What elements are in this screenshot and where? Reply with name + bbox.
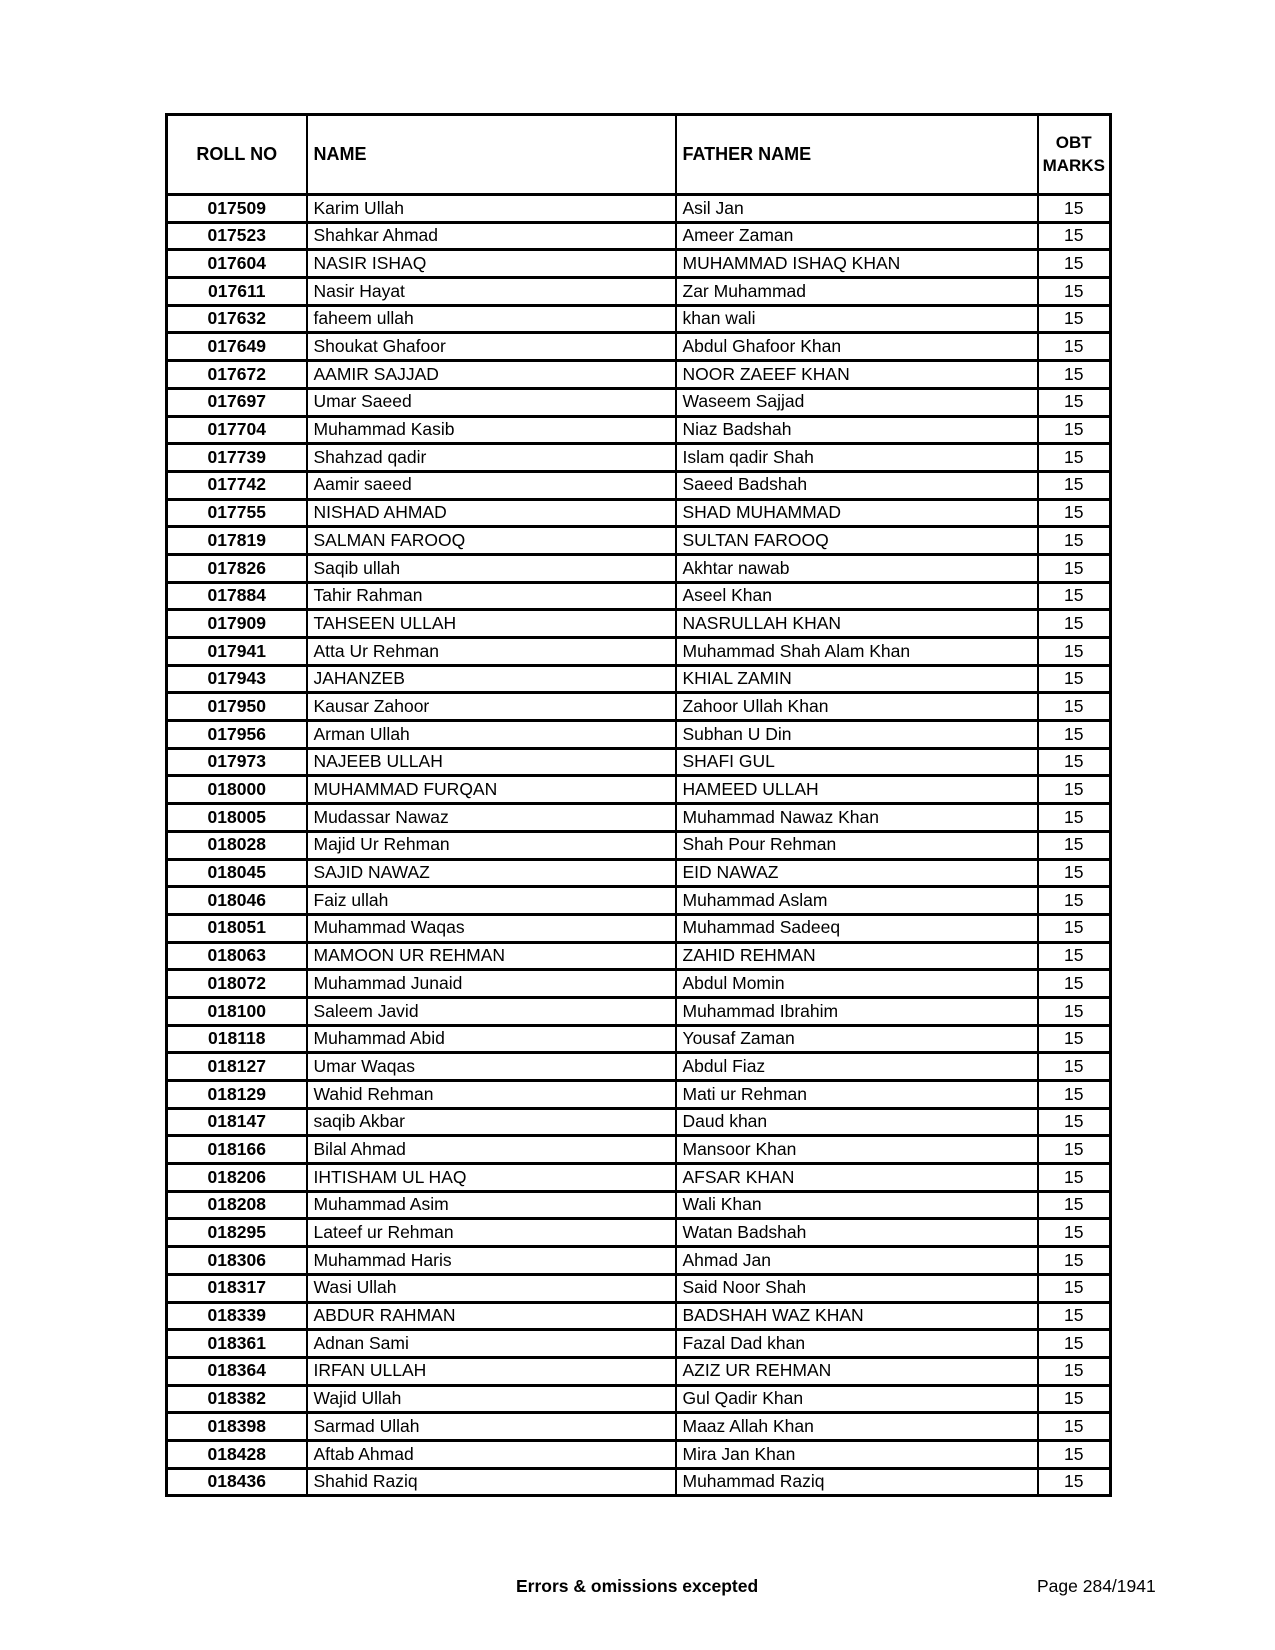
name-cell: SALMAN FAROOQ <box>307 527 676 555</box>
roll-no-cell: 017604 <box>167 250 307 278</box>
name-cell: JAHANZEB <box>307 665 676 693</box>
name-cell: Shahkar Ahmad <box>307 222 676 250</box>
column-header-name: NAME <box>307 115 676 195</box>
obt-marks-cell: 15 <box>1038 914 1111 942</box>
obt-marks-cell: 15 <box>1038 1274 1111 1302</box>
roll-no-cell: 018166 <box>167 1136 307 1164</box>
table-row <box>167 361 1111 389</box>
roll-no-cell: 018208 <box>167 1191 307 1219</box>
father-name-cell: ZAHID REHMAN <box>676 942 1038 970</box>
father-name-cell: SHAD MUHAMMAD <box>676 499 1038 527</box>
father-name-cell: Niaz Badshah <box>676 416 1038 444</box>
father-name-cell: Muhammad Ibrahim <box>676 997 1038 1025</box>
name-cell: MAMOON UR REHMAN <box>307 942 676 970</box>
father-name-cell: Asil Jan <box>676 195 1038 223</box>
obt-marks-cell: 15 <box>1038 1164 1111 1192</box>
father-name-cell: Muhammad Shah Alam Khan <box>676 638 1038 666</box>
roll-no-cell: 018147 <box>167 1108 307 1136</box>
obt-marks-cell: 15 <box>1038 305 1111 333</box>
name-cell: Atta Ur Rehman <box>307 638 676 666</box>
obt-marks-cell: 15 <box>1038 1081 1111 1109</box>
obt-marks-cell: 15 <box>1038 721 1111 749</box>
table-row <box>167 222 1111 250</box>
table-row <box>167 776 1111 804</box>
name-cell: ABDUR RAHMAN <box>307 1302 676 1330</box>
roll-no-cell: 017909 <box>167 610 307 638</box>
results-table-body <box>167 195 1111 1496</box>
table-row <box>167 1164 1111 1192</box>
name-cell: Wahid Rehman <box>307 1081 676 1109</box>
table-row <box>167 721 1111 749</box>
father-name-cell: Watan Badshah <box>676 1219 1038 1247</box>
father-name-cell: SULTAN FAROOQ <box>676 527 1038 555</box>
column-header-obt-marks: OBT MARKS <box>1038 115 1111 195</box>
name-cell: Bilal Ahmad <box>307 1136 676 1164</box>
name-cell: NASIR ISHAQ <box>307 250 676 278</box>
father-name-cell: Muhammad Sadeeq <box>676 914 1038 942</box>
obt-marks-cell: 15 <box>1038 1053 1111 1081</box>
obt-marks-cell: 15 <box>1038 1468 1111 1496</box>
table-row <box>167 305 1111 333</box>
table-row <box>167 471 1111 499</box>
father-name-cell: Fazal Dad khan <box>676 1330 1038 1358</box>
name-cell: Saqib ullah <box>307 554 676 582</box>
name-cell: faheem ullah <box>307 305 676 333</box>
father-name-cell: Wali Khan <box>676 1191 1038 1219</box>
roll-no-cell: 018364 <box>167 1357 307 1385</box>
father-name-cell: Muhammad Aslam <box>676 887 1038 915</box>
name-cell: Muhammad Kasib <box>307 416 676 444</box>
obt-marks-cell: 15 <box>1038 250 1111 278</box>
table-row <box>167 1025 1111 1053</box>
father-name-cell: Abdul Momin <box>676 970 1038 998</box>
header-row <box>167 115 1111 195</box>
table-row <box>167 1357 1111 1385</box>
name-cell: Majid Ur Rehman <box>307 831 676 859</box>
name-cell: Arman Ullah <box>307 721 676 749</box>
table-row <box>167 499 1111 527</box>
father-name-cell: Zar Muhammad <box>676 278 1038 306</box>
father-name-cell: Abdul Fiaz <box>676 1053 1038 1081</box>
father-name-cell: Daud khan <box>676 1108 1038 1136</box>
name-cell: Muhammad Waqas <box>307 914 676 942</box>
roll-no-cell: 018428 <box>167 1440 307 1468</box>
father-name-cell: Yousaf Zaman <box>676 1025 1038 1053</box>
column-header-father-name: FATHER NAME <box>676 115 1038 195</box>
name-cell: NISHAD AHMAD <box>307 499 676 527</box>
table-row <box>167 1385 1111 1413</box>
name-cell: Shoukat Ghafoor <box>307 333 676 361</box>
obt-marks-cell: 15 <box>1038 776 1111 804</box>
table-row <box>167 638 1111 666</box>
roll-no-cell: 018339 <box>167 1302 307 1330</box>
roll-no-cell: 018000 <box>167 776 307 804</box>
roll-no-cell: 018382 <box>167 1385 307 1413</box>
results-table-header <box>167 115 1111 195</box>
roll-no-cell: 018046 <box>167 887 307 915</box>
name-cell: SAJID NAWAZ <box>307 859 676 887</box>
father-name-cell: SHAFI GUL <box>676 748 1038 776</box>
father-name-cell: Muhammad Raziq <box>676 1468 1038 1496</box>
table-row <box>167 748 1111 776</box>
table-row <box>167 997 1111 1025</box>
column-header-roll-no: ROLL NO <box>167 115 307 195</box>
father-name-cell: Aseel Khan <box>676 582 1038 610</box>
obt-marks-cell: 15 <box>1038 333 1111 361</box>
table-row <box>167 1053 1111 1081</box>
name-cell: Shahzad qadir <box>307 444 676 472</box>
obt-marks-cell: 15 <box>1038 444 1111 472</box>
name-cell: Muhammad Haris <box>307 1247 676 1275</box>
obt-marks-cell: 15 <box>1038 582 1111 610</box>
roll-no-cell: 017973 <box>167 748 307 776</box>
obt-marks-cell: 15 <box>1038 416 1111 444</box>
roll-no-cell: 018317 <box>167 1274 307 1302</box>
table-row <box>167 582 1111 610</box>
name-cell: Umar Saeed <box>307 388 676 416</box>
father-name-cell: Maaz Allah Khan <box>676 1413 1038 1441</box>
obt-marks-cell: 15 <box>1038 388 1111 416</box>
name-cell: Karim Ullah <box>307 195 676 223</box>
obt-marks-cell: 15 <box>1038 970 1111 998</box>
father-name-cell: HAMEED ULLAH <box>676 776 1038 804</box>
father-name-cell: NASRULLAH KHAN <box>676 610 1038 638</box>
name-cell: Shahid Raziq <box>307 1468 676 1496</box>
name-cell: Umar Waqas <box>307 1053 676 1081</box>
father-name-cell: AFSAR KHAN <box>676 1164 1038 1192</box>
father-name-cell: MUHAMMAD ISHAQ KHAN <box>676 250 1038 278</box>
table-row <box>167 1413 1111 1441</box>
father-name-cell: AZIZ UR REHMAN <box>676 1357 1038 1385</box>
roll-no-cell: 018063 <box>167 942 307 970</box>
name-cell: Muhammad Asim <box>307 1191 676 1219</box>
table-row <box>167 942 1111 970</box>
roll-no-cell: 018436 <box>167 1468 307 1496</box>
father-name-cell: Islam qadir Shah <box>676 444 1038 472</box>
obt-marks-cell: 15 <box>1038 554 1111 582</box>
footer-disclaimer: Errors & omissions excepted <box>516 1576 759 1596</box>
father-name-cell: Saeed Badshah <box>676 471 1038 499</box>
father-name-cell: Ahmad Jan <box>676 1247 1038 1275</box>
table-row <box>167 914 1111 942</box>
name-cell: Sarmad Ullah <box>307 1413 676 1441</box>
name-cell: NAJEEB ULLAH <box>307 748 676 776</box>
obt-marks-cell: 15 <box>1038 1302 1111 1330</box>
roll-no-cell: 017739 <box>167 444 307 472</box>
table-row <box>167 1468 1111 1496</box>
father-name-cell: Zahoor Ullah Khan <box>676 693 1038 721</box>
obt-marks-cell: 15 <box>1038 887 1111 915</box>
name-cell: Saleem Javid <box>307 997 676 1025</box>
roll-no-cell: 017742 <box>167 471 307 499</box>
roll-no-cell: 018118 <box>167 1025 307 1053</box>
roll-no-cell: 018306 <box>167 1247 307 1275</box>
father-name-cell: Shah Pour Rehman <box>676 831 1038 859</box>
obt-marks-cell: 15 <box>1038 527 1111 555</box>
table-row <box>167 804 1111 832</box>
obt-marks-cell: 15 <box>1038 1025 1111 1053</box>
obt-marks-cell: 15 <box>1038 665 1111 693</box>
roll-no-cell: 017956 <box>167 721 307 749</box>
table-row <box>167 1247 1111 1275</box>
roll-no-cell: 018129 <box>167 1081 307 1109</box>
name-cell: MUHAMMAD FURQAN <box>307 776 676 804</box>
table-row <box>167 416 1111 444</box>
roll-no-cell: 017704 <box>167 416 307 444</box>
table-row <box>167 887 1111 915</box>
name-cell: Adnan Sami <box>307 1330 676 1358</box>
father-name-cell: Muhammad Nawaz Khan <box>676 804 1038 832</box>
father-name-cell: NOOR ZAEEF KHAN <box>676 361 1038 389</box>
roll-no-cell: 017950 <box>167 693 307 721</box>
roll-no-cell: 018005 <box>167 804 307 832</box>
father-name-cell: Waseem Sajjad <box>676 388 1038 416</box>
obt-marks-cell: 15 <box>1038 748 1111 776</box>
father-name-cell: Subhan U Din <box>676 721 1038 749</box>
father-name-cell: Mira Jan Khan <box>676 1440 1038 1468</box>
roll-no-cell: 017755 <box>167 499 307 527</box>
obt-marks-cell: 15 <box>1038 1191 1111 1219</box>
obt-marks-cell: 15 <box>1038 831 1111 859</box>
roll-no-cell: 018206 <box>167 1164 307 1192</box>
table-row <box>167 610 1111 638</box>
table-row <box>167 554 1111 582</box>
father-name-cell: khan wali <box>676 305 1038 333</box>
obt-marks-cell: 15 <box>1038 997 1111 1025</box>
roll-no-cell: 018398 <box>167 1413 307 1441</box>
table-row <box>167 1136 1111 1164</box>
roll-no-cell: 017826 <box>167 554 307 582</box>
table-row <box>167 250 1111 278</box>
obt-marks-cell: 15 <box>1038 1440 1111 1468</box>
father-name-cell: Mansoor Khan <box>676 1136 1038 1164</box>
table-row <box>167 693 1111 721</box>
name-cell: IRFAN ULLAH <box>307 1357 676 1385</box>
roll-no-cell: 017672 <box>167 361 307 389</box>
roll-no-cell: 017819 <box>167 527 307 555</box>
roll-no-cell: 017523 <box>167 222 307 250</box>
name-cell: Wajid Ullah <box>307 1385 676 1413</box>
table-row <box>167 831 1111 859</box>
obt-marks-cell: 15 <box>1038 361 1111 389</box>
name-cell: Wasi Ullah <box>307 1274 676 1302</box>
table-row <box>167 1302 1111 1330</box>
roll-no-cell: 017611 <box>167 278 307 306</box>
table-row <box>167 1274 1111 1302</box>
name-cell: Kausar Zahoor <box>307 693 676 721</box>
roll-no-cell: 018028 <box>167 831 307 859</box>
father-name-cell: KHIAL ZAMIN <box>676 665 1038 693</box>
roll-no-cell: 017941 <box>167 638 307 666</box>
name-cell: IHTISHAM UL HAQ <box>307 1164 676 1192</box>
table-row <box>167 1219 1111 1247</box>
name-cell: Muhammad Abid <box>307 1025 676 1053</box>
father-name-cell: Gul Qadir Khan <box>676 1385 1038 1413</box>
name-cell: Nasir Hayat <box>307 278 676 306</box>
roll-no-cell: 017884 <box>167 582 307 610</box>
obt-marks-cell: 15 <box>1038 1108 1111 1136</box>
father-name-cell: BADSHAH WAZ KHAN <box>676 1302 1038 1330</box>
roll-no-cell: 018127 <box>167 1053 307 1081</box>
obt-marks-cell: 15 <box>1038 1136 1111 1164</box>
father-name-cell: EID NAWAZ <box>676 859 1038 887</box>
roll-no-cell: 018051 <box>167 914 307 942</box>
table-row <box>167 1191 1111 1219</box>
table-row <box>167 665 1111 693</box>
roll-no-cell: 018100 <box>167 997 307 1025</box>
obt-marks-cell: 15 <box>1038 1357 1111 1385</box>
obt-marks-cell: 15 <box>1038 859 1111 887</box>
father-name-cell: Said Noor Shah <box>676 1274 1038 1302</box>
name-cell: Tahir Rahman <box>307 582 676 610</box>
name-cell: saqib Akbar <box>307 1108 676 1136</box>
roll-no-cell: 018295 <box>167 1219 307 1247</box>
table-row <box>167 444 1111 472</box>
name-cell: TAHSEEN ULLAH <box>307 610 676 638</box>
obt-marks-cell: 15 <box>1038 1330 1111 1358</box>
obt-marks-cell: 15 <box>1038 942 1111 970</box>
name-cell: Lateef ur Rehman <box>307 1219 676 1247</box>
name-cell: AAMIR SAJJAD <box>307 361 676 389</box>
table-row <box>167 278 1111 306</box>
results-table <box>165 113 1112 1497</box>
father-name-cell: Mati ur Rehman <box>676 1081 1038 1109</box>
obt-marks-cell: 15 <box>1038 471 1111 499</box>
roll-no-cell: 018045 <box>167 859 307 887</box>
table-row <box>167 195 1111 223</box>
obt-marks-cell: 15 <box>1038 1413 1111 1441</box>
obt-marks-cell: 15 <box>1038 278 1111 306</box>
roll-no-cell: 017943 <box>167 665 307 693</box>
obt-marks-cell: 15 <box>1038 693 1111 721</box>
obt-marks-cell: 15 <box>1038 1385 1111 1413</box>
table-row <box>167 1440 1111 1468</box>
father-name-cell: Abdul Ghafoor Khan <box>676 333 1038 361</box>
roll-no-cell: 017697 <box>167 388 307 416</box>
obt-marks-cell: 15 <box>1038 1219 1111 1247</box>
name-cell: Faiz ullah <box>307 887 676 915</box>
table-row <box>167 970 1111 998</box>
obt-marks-cell: 15 <box>1038 804 1111 832</box>
name-cell: Muhammad Junaid <box>307 970 676 998</box>
father-name-cell: Ameer Zaman <box>676 222 1038 250</box>
table-row <box>167 1081 1111 1109</box>
roll-no-cell: 017509 <box>167 195 307 223</box>
obt-marks-cell: 15 <box>1038 195 1111 223</box>
footer-page-number: Page 284/1941 <box>1037 1576 1156 1596</box>
obt-marks-cell: 15 <box>1038 222 1111 250</box>
table-row <box>167 1108 1111 1136</box>
table-row <box>167 859 1111 887</box>
obt-marks-cell: 15 <box>1038 610 1111 638</box>
table-row <box>167 388 1111 416</box>
name-cell: Aftab Ahmad <box>307 1440 676 1468</box>
name-cell: Aamir saeed <box>307 471 676 499</box>
obt-marks-cell: 15 <box>1038 638 1111 666</box>
table-row <box>167 527 1111 555</box>
name-cell: Mudassar Nawaz <box>307 804 676 832</box>
obt-marks-cell: 15 <box>1038 499 1111 527</box>
table-row <box>167 1330 1111 1358</box>
obt-marks-cell: 15 <box>1038 1247 1111 1275</box>
table-row <box>167 333 1111 361</box>
roll-no-cell: 017649 <box>167 333 307 361</box>
roll-no-cell: 018072 <box>167 970 307 998</box>
roll-no-cell: 018361 <box>167 1330 307 1358</box>
father-name-cell: Akhtar nawab <box>676 554 1038 582</box>
roll-no-cell: 017632 <box>167 305 307 333</box>
